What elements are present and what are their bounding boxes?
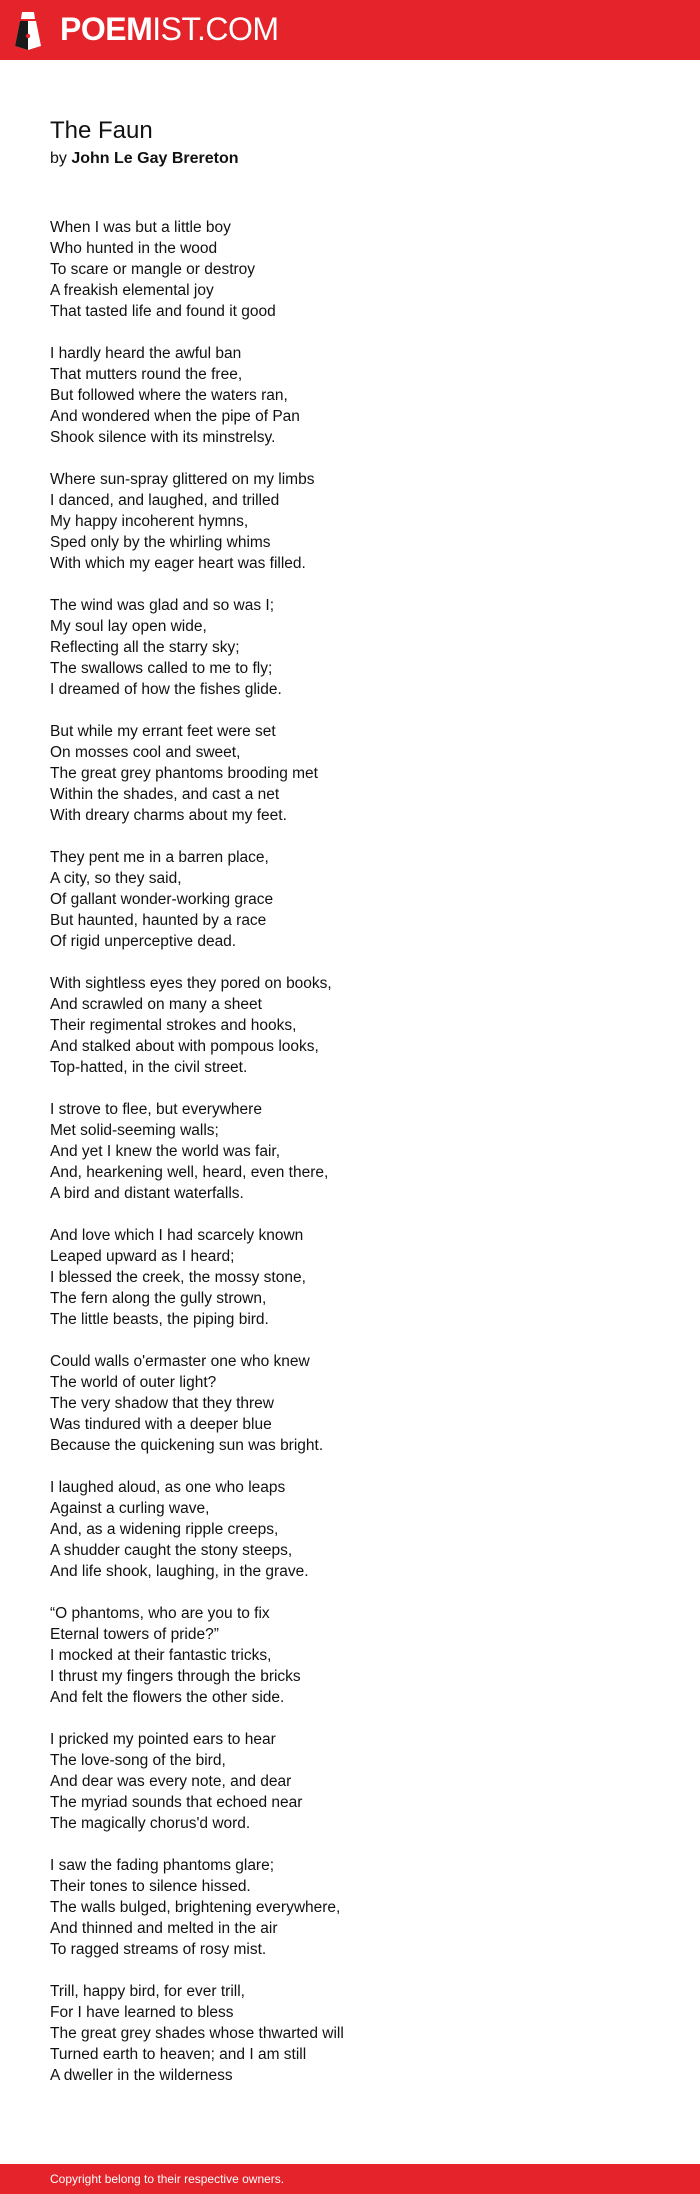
poem-line: The great grey shades whose thwarted will	[50, 2025, 344, 2042]
poem-line: The walls bulged, brightening everywhere,	[50, 1899, 341, 1916]
poem-line: Shook silence with its minstrelsy.	[50, 429, 276, 446]
poem-line: The magically chorus'd word.	[50, 1815, 251, 1832]
poem-line: They pent me in a barren place,	[50, 849, 269, 866]
poem-line: Their tones to silence hissed.	[50, 1878, 251, 1895]
copyright-notice: Copyright belong to their respective owners.	[50, 2172, 285, 2186]
poem-line: A dweller in the wilderness	[50, 2067, 233, 2084]
poem-line: The very shadow that they threw	[50, 1395, 275, 1412]
poem-line: Reflecting all the starry sky;	[50, 639, 240, 656]
poem-author: John Le Gay Brereton	[71, 150, 239, 167]
poem-line: Turned earth to heaven; and I am still	[50, 2046, 307, 2063]
poem-body	[50, 217, 650, 2107]
poem-stanza	[50, 1603, 650, 1708]
poem-line: Because the quickening sun was bright.	[50, 1437, 324, 1454]
poem-line: Top-hatted, in the civil street.	[50, 1059, 248, 1076]
poem-line: And dear was every note, and dear	[50, 1773, 292, 1790]
poem-stanza	[50, 973, 650, 1078]
poem-stanza	[50, 343, 650, 448]
poem-line: To ragged streams of rosy mist.	[50, 1941, 267, 1958]
poem-line: The fern along the gully strown,	[50, 1290, 267, 1307]
poem-line: That tasted life and found it good	[50, 303, 276, 320]
poem-line: I saw the fading phantoms glare;	[50, 1857, 275, 1874]
poem-line: On mosses cool and sweet,	[50, 744, 241, 761]
poem-line: A shudder caught the stony steeps,	[50, 1542, 293, 1559]
poem-line: With sightless eyes they pored on books,	[50, 975, 332, 992]
poem-stanza	[50, 847, 650, 952]
poem-line: Was tindured with a deeper blue	[50, 1416, 272, 1433]
poem-line: And thinned and melted in the air	[50, 1920, 278, 1937]
poem-line: The swallows called to me to fly;	[50, 660, 273, 677]
poem-stanza	[50, 1729, 650, 1834]
poem-line: Their regimental strokes and hooks,	[50, 1017, 297, 1034]
poem-stanza	[50, 1981, 650, 2086]
poem-line: The wind was glad and so was I;	[50, 597, 275, 614]
poem-line: And, as a widening ripple creeps,	[50, 1521, 279, 1538]
poem-line: Where sun-spray glittered on my limbs	[50, 471, 315, 488]
pen-nib-icon	[14, 10, 42, 50]
poem-line: But haunted, haunted by a race	[50, 912, 267, 929]
poem-line: The love-song of the bird,	[50, 1752, 226, 1769]
poem-line: The little beasts, the piping bird.	[50, 1311, 269, 1328]
poem-line: My soul lay open wide,	[50, 618, 207, 635]
poem-stanza	[50, 1225, 650, 1330]
poem-line: I blessed the creek, the mossy stone,	[50, 1269, 306, 1286]
poem-line: And, hearkening well, heard, even there,	[50, 1164, 329, 1181]
poem-line: I danced, and laughed, and trilled	[50, 492, 280, 509]
poem-line: A city, so they said,	[50, 870, 182, 887]
poem-line: And stalked about with pompous looks,	[50, 1038, 319, 1055]
poem-line: Could walls o'ermaster one who knew	[50, 1353, 310, 1370]
poem-stanza	[50, 1855, 650, 1960]
poem-line: Eternal towers of pride?”	[50, 1626, 219, 1643]
poem-line: Within the shades, and cast a net	[50, 786, 280, 803]
poem-stanza	[50, 217, 650, 322]
poem-line: A freakish elemental joy	[50, 282, 214, 299]
site-logo-link[interactable]	[60, 9, 279, 49]
poem-line: I hardly heard the awful ban	[50, 345, 242, 362]
poem-line: A bird and distant waterfalls.	[50, 1185, 244, 1202]
poem-line: I thrust my fingers through the bricks	[50, 1668, 301, 1685]
poem-line: And yet I knew the world was fair,	[50, 1143, 281, 1160]
poem-line: I mocked at their fantastic tricks,	[50, 1647, 272, 1664]
poem-line: “O phantoms, who are you to fix	[50, 1605, 270, 1622]
poem-stanza	[50, 1351, 650, 1456]
poem-line: The world of outer light?	[50, 1374, 217, 1391]
poem-line: And scrawled on many a sheet	[50, 996, 262, 1013]
poem-line: When I was but a little boy	[50, 219, 231, 236]
site-footer	[0, 2164, 700, 2194]
poem-title: The Faun	[50, 117, 153, 144]
poem-line: Of gallant wonder-working grace	[50, 891, 274, 908]
poem-line: The great grey phantoms brooding met	[50, 765, 318, 782]
site-header	[0, 0, 700, 60]
poem-line: Leaped upward as I heard;	[50, 1248, 235, 1265]
poem-line: To scare or mangle or destroy	[50, 261, 256, 278]
poem-line: Who hunted in the wood	[50, 240, 218, 257]
poem-line: And felt the flowers the other side.	[50, 1689, 285, 1706]
poem-stanza	[50, 721, 650, 826]
poem-line: And wondered when the pipe of Pan	[50, 408, 300, 425]
poem-line: Against a curling wave,	[50, 1500, 210, 1517]
poem-line: I pricked my pointed ears to hear	[50, 1731, 276, 1748]
poem-stanza	[50, 469, 650, 574]
poem-line: I strove to flee, but everywhere	[50, 1101, 262, 1118]
poem-line: Trill, happy bird, for ever trill,	[50, 1983, 245, 2000]
poem-stanza	[50, 1477, 650, 1582]
poem-line: Met solid-seeming walls;	[50, 1122, 219, 1139]
poem-line: Of rigid unperceptive dead.	[50, 933, 237, 950]
brand-name-bold: POEM	[60, 11, 153, 47]
by-label: by	[50, 150, 67, 167]
poem-line: My happy incoherent hymns,	[50, 513, 249, 530]
poem-byline	[50, 148, 239, 170]
poem-line: With dreary charms about my feet.	[50, 807, 287, 824]
poem-line: But followed where the waters ran,	[50, 387, 288, 404]
brand-name-light: IST.COM	[152, 11, 279, 47]
poem-line: I laughed aloud, as one who leaps	[50, 1479, 286, 1496]
poem-line: That mutters round the free,	[50, 366, 243, 383]
poem-line: With which my eager heart was filled.	[50, 555, 306, 572]
poem-line: The myriad sounds that echoed near	[50, 1794, 303, 1811]
poem-line: For I have learned to bless	[50, 2004, 234, 2021]
poem-line: And love which I had scarcely known	[50, 1227, 304, 1244]
poem-line: I dreamed of how the fishes glide.	[50, 681, 282, 698]
poem-line: But while my errant feet were set	[50, 723, 276, 740]
poem-line: And life shook, laughing, in the grave.	[50, 1563, 309, 1580]
poem-stanza	[50, 1099, 650, 1204]
poem-line: Sped only by the whirling whims	[50, 534, 271, 551]
poem-stanza	[50, 595, 650, 700]
